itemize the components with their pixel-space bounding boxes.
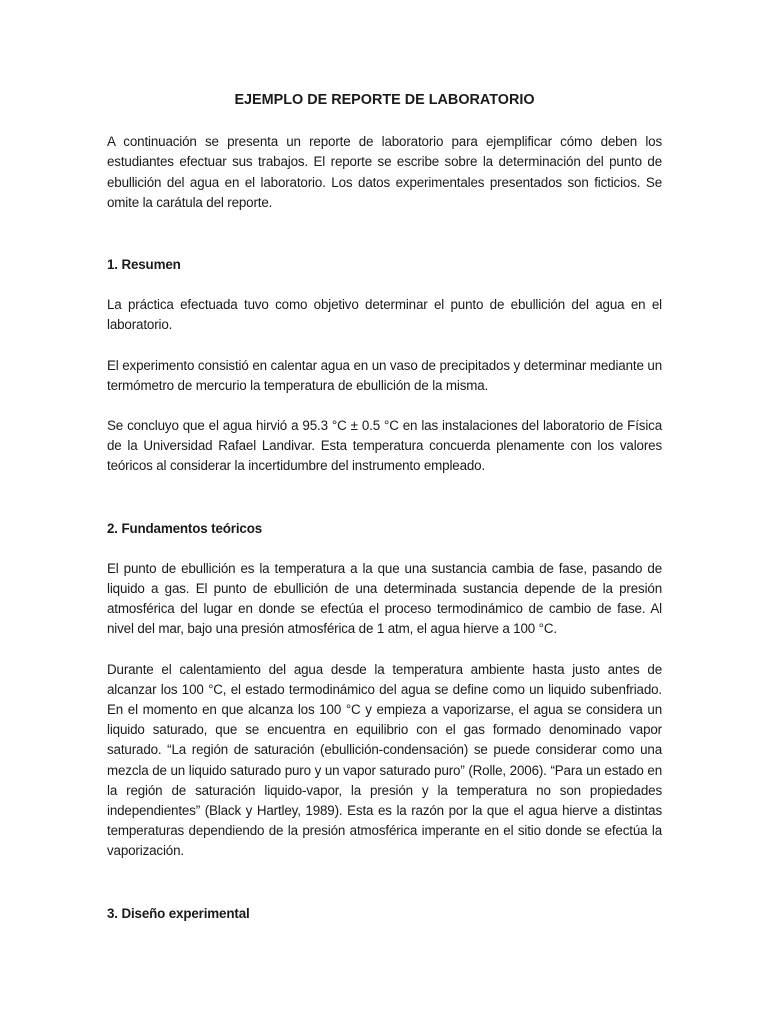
section-heading-resumen: 1. Resumen	[107, 257, 181, 273]
fundamentos-paragraph-2: Durante el calentamiento del agua desde la temperatura ambiente hasta justo antes de alcanzar los 100 °C, el estado termodinámico del agua se define como un liquido subenfriado. En el momento en que alcanza los 100 °C y empieza a vaporizarse, el agua se considera un liquido saturado, que se encuentra en equilibrio con el gas formado denominado vapor saturado. “La región de saturación (ebullición-condensación) se puede considerar como una mezcla de un liquido saturado puro y un vapor saturado puro” (Rolle, 2006). “Para un estado en la región de saturación liquido-vapor, la presión y la temperatura no son propiedades independientes” (Black y Hartley, 1989). Esta es la razón por la que el agua hierve a distintas temperaturas dependiendo de la presión atmosférica imperante en el sitio donde se efectúa la vaporización.	[107, 661, 662, 859]
resumen-paragraph-3: Se concluyo que el agua hirvió a 95.3 °C ± 0.5 °C en las instalaciones del laboratorio de Física de la Universidad Rafael Landivar. Esta temperatura concuerda plenamente con los valores teóricos al considerar la incertidumbre del instrumento empleado.	[107, 418, 662, 474]
document-title: EJEMPLO DE REPORTE DE LABORATORIO	[234, 92, 535, 108]
intro-paragraph: A continuación se presenta un reporte de laboratorio para ejemplificar cómo deben los estudiantes efectuar sus trabajos. El reporte se escribe sobre la determinación del punto de ebullición del agua en el laboratorio. Los datos experimentales presentados son ficticios. Se omite la carátula del reporte.	[107, 134, 662, 210]
resumen-paragraph-2: El experimento consistió en calentar agua en un vaso de precipitados y determinar mediante un termómetro de mercurio la temperatura de ebullición de la misma.	[107, 357, 662, 393]
section-heading-fundamentos: 2. Fundamentos teóricos	[107, 520, 263, 536]
document-page	[107, 90, 662, 924]
fundamentos-paragraph-1: El punto de ebullición es la temperatura a la que una sustancia cambia de fase, pasando de liquido a gas. El punto de ebullición de una determinada sustancia depende de la presión atmosférica del lugar en donde se efectúa el proceso termodinámico de cambio de fase. Al nivel del mar, bajo una presión atmosférica de 1 atm, el agua hierve a 100 °C.	[107, 560, 662, 637]
resumen-paragraph-1: La práctica efectuada tuvo como objetivo determinar el punto de ebullición del agua en el laboratorio.	[107, 297, 662, 333]
section-heading-diseno: 3. Diseño experimental	[107, 905, 250, 921]
